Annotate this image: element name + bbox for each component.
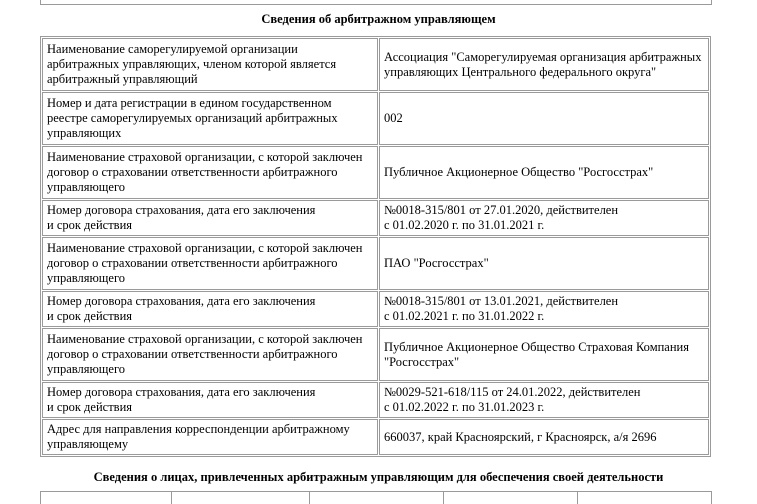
row-label: Наименование страховой организации, с которой заключен договор о страховании ответственности арбитражного управляющего <box>42 328 378 381</box>
row-label: Номер и дата регистрации в едином государственном реестре саморегулируемых организаций арбитражных управляющих <box>42 92 378 145</box>
row-value: Ассоциация "Саморегулируемая организация арбитражных управляющих Центрального федерального округа" <box>379 38 709 91</box>
row-label: Номер договора страхования, дата его заключения и срок действия <box>42 200 378 236</box>
row-label: Наименование страховой организации, с которой заключен договор о страховании ответственности арбитражного управляющего <box>42 146 378 199</box>
section-title-arbitration-manager: Сведения об арбитражном управляющем <box>261 12 496 26</box>
table-row <box>42 382 709 418</box>
row-value: 002 <box>379 92 709 145</box>
previous-table-bottom <box>40 0 712 5</box>
table-row <box>42 200 709 236</box>
table-row <box>42 328 709 381</box>
row-value: №0018-315/801 от 13.01.2021, действителен с 01.02.2021 г. по 31.01.2022 г. <box>379 291 709 327</box>
row-label: Адрес для направления корреспонденции арбитражному управляющему <box>42 419 378 455</box>
table-row <box>42 419 709 455</box>
section-title-engaged-persons: Сведения о лицах, привлеченных арбитражным управляющим для обеспечения своей деятельности <box>93 470 664 484</box>
table-row <box>42 38 709 91</box>
row-value: Публичное Акционерное Общество Страховая Компания "Росгосстрах" <box>379 328 709 381</box>
row-label: Наименование саморегулируемой организации арбитражных управляющих, членом которой является арбитражный управляющий <box>42 38 378 91</box>
row-value: ПАО "Росгосстрах" <box>379 237 709 290</box>
row-value: 660037, край Красноярский, г Красноярск, а/я 2696 <box>379 419 709 455</box>
row-value: №0018-315/801 от 27.01.2020, действителен с 01.02.2020 г. по 31.01.2021 г. <box>379 200 709 236</box>
row-label: Номер договора страхования, дата его заключения и срок действия <box>42 382 378 418</box>
row-value: Публичное Акционерное Общество "Росгосстрах" <box>379 146 709 199</box>
row-label: Номер договора страхования, дата его заключения и срок действия <box>42 291 378 327</box>
row-value: №0029-521-618/115 от 24.01.2022, действителен с 01.02.2022 г. по 31.01.2023 г. <box>379 382 709 418</box>
row-label: Наименование страховой организации, с которой заключен договор о страховании ответственности арбитражного управляющего <box>42 237 378 290</box>
table-row <box>42 237 709 290</box>
table-row <box>42 92 709 145</box>
arbitration-manager-table <box>40 36 711 457</box>
table-row <box>42 291 709 327</box>
table-row <box>42 146 709 199</box>
